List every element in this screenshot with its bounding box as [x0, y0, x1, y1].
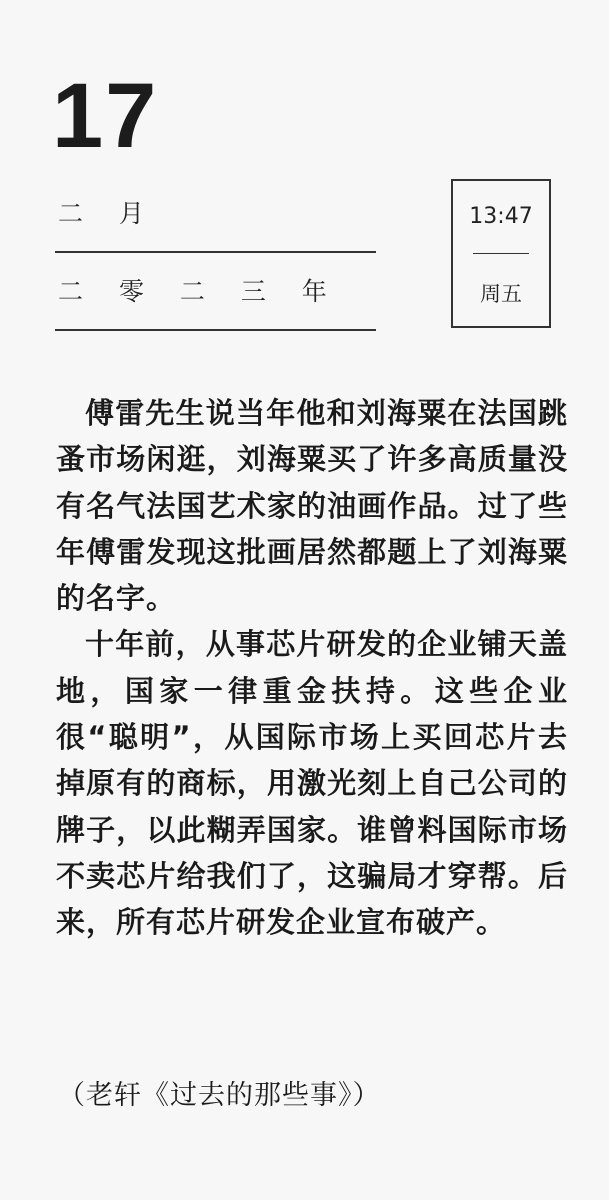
- time-label: 13:47: [469, 204, 533, 229]
- weekday-label: 周五: [480, 282, 522, 306]
- divider: [55, 251, 376, 253]
- time-box: [451, 179, 551, 328]
- article-body: [56, 390, 568, 946]
- year-label: 二 零 二 三 年: [58, 277, 341, 306]
- article-source: （老轩《过去的那些事》）: [58, 1080, 381, 1111]
- month-label: 二 月: [58, 199, 158, 228]
- divider: [55, 329, 376, 331]
- day-number: 17: [52, 65, 159, 167]
- article-paragraph: 十年前，从事芯片研发的企业铺天盖地，国家一律重金扶持。这些企业很“聪明”，从国际市场上买回芯片去掉原有的商标，用激光刻上自己公司的牌子，以此糊弄国家。谁曾料国际市场不卖芯片给我们了，这骗局才穿帮。后来，所有芯片研发企业宣布破产。: [56, 627, 568, 940]
- article-paragraph: 傅雷先生说当年他和刘海粟在法国跳蚤市场闲逛，刘海粟买了许多高质量没有名气法国艺术家的油画作品。过了些年傅雷发现这批画居然都题上了刘海粟的名字。: [56, 396, 568, 616]
- time-divider: [473, 253, 529, 254]
